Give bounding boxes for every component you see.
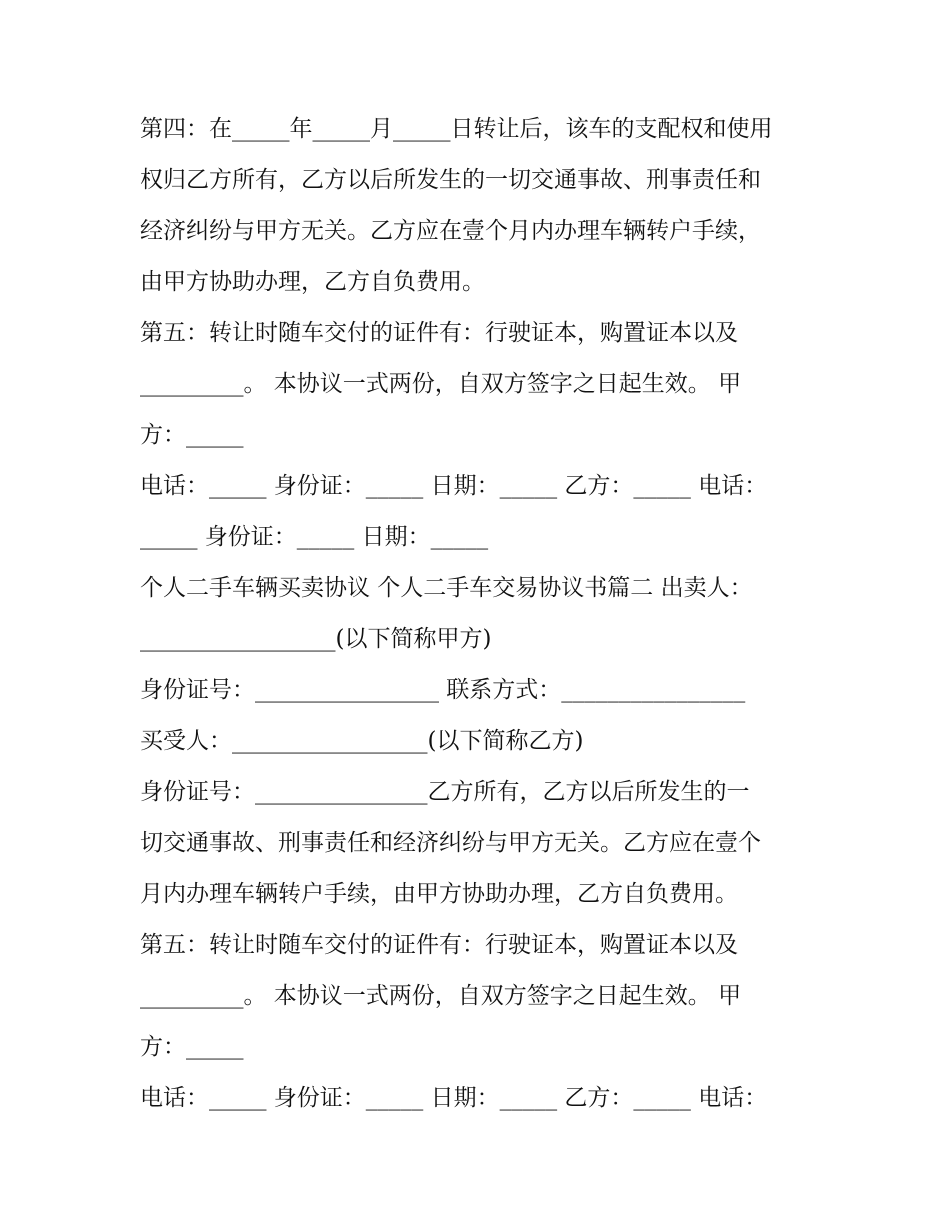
text-line: 个人二手车辆买卖协议 个人二手车交易协议书篇二 出卖人： xyxy=(140,575,753,601)
text-line: _____ 身份证：_____ 日期：_____ xyxy=(140,524,489,550)
text-line: 切交通事故、刑事责任和经济纠纷与甲方无关。乙方应在壹个 xyxy=(140,830,761,856)
text-line: 第五：转让时随车交付的证件有：行驶证本，购置证本以及 xyxy=(140,932,738,958)
text-line: 买受人：_________________(以下简称乙方) xyxy=(140,728,584,754)
text-line: 身份证号：________________ 联系方式：________________ xyxy=(140,677,746,703)
text-line: _________________(以下简称甲方) xyxy=(140,626,492,652)
text-line: 权归乙方所有，乙方以后所发生的一切交通事故、刑事责任和 xyxy=(140,167,761,193)
text-line: _________。 本协议一式两份，自双方签字之日起生效。 甲 xyxy=(140,371,742,397)
text-line: 电话：_____ 身份证：_____ 日期：_____ 乙方：_____ 电话： xyxy=(140,473,768,499)
text-line: 方：_____ xyxy=(140,422,244,448)
text-line: 第四：在_____年_____月_____日转让后，该车的支配权和使用 xyxy=(140,116,773,142)
text-line: 第五：转让时随车交付的证件有：行驶证本，购置证本以及 xyxy=(140,320,738,346)
text-line: 身份证号：_______________乙方所有，乙方以后所发生的一 xyxy=(140,779,750,805)
text-line: 月内办理车辆转户手续，由甲方协助办理，乙方自负费用。 xyxy=(140,881,738,907)
agreement-text xyxy=(140,104,820,1124)
text-line: 电话：_____ 身份证：_____ 日期：_____ 乙方：_____ 电话： xyxy=(140,1085,768,1111)
text-line: 经济纠纷与甲方无关。乙方应在壹个月内办理车辆转户手续， xyxy=(140,218,761,244)
text-line: _________。 本协议一式两份，自双方签字之日起生效。 甲 xyxy=(140,983,742,1009)
text-line: 方：_____ xyxy=(140,1034,244,1060)
text-line: 由甲方协助办理，乙方自负费用。 xyxy=(140,269,485,295)
